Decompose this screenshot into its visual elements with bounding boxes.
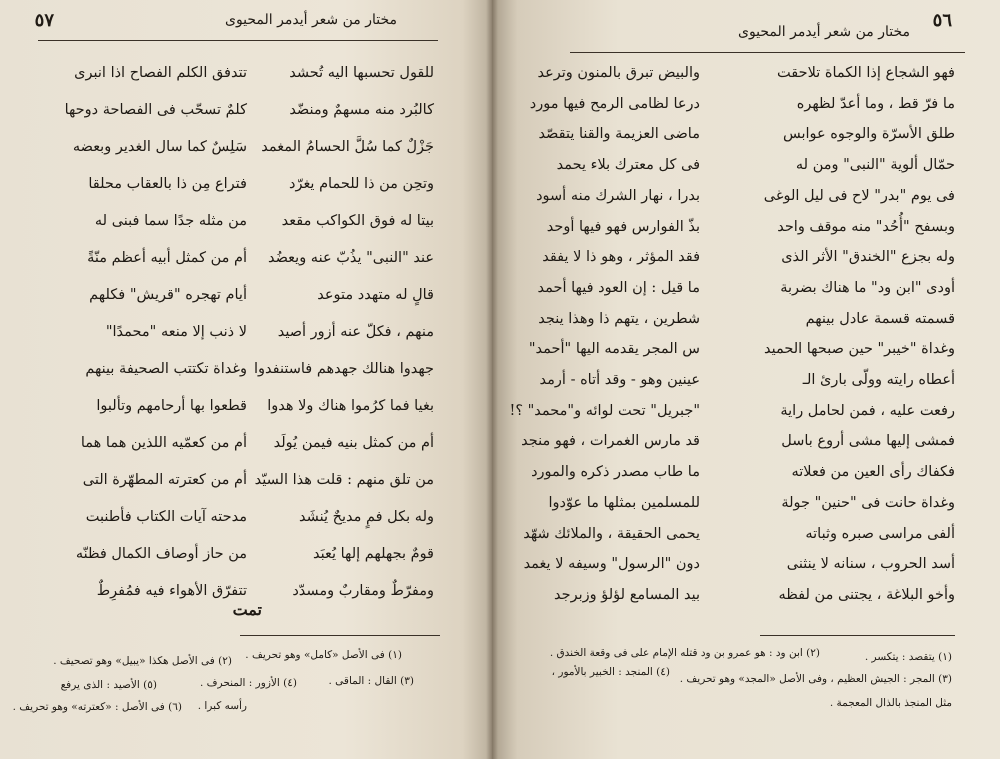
verse-row xyxy=(0,395,492,435)
verse-first-hemistich: طلق الأسرّة والوجوه عوابس xyxy=(783,126,955,143)
footnote: (٣) المجر : الجيش العظيم ، وفى الأصل «المجد» وهو تحريف . xyxy=(679,673,952,685)
verse-second-hemistich: فى كل معترك بلاء يحمد xyxy=(556,157,700,174)
verse-second-hemistich: شطرين ، يتهم ذا وهذا ينجد xyxy=(538,310,700,327)
verse-row xyxy=(492,584,1000,624)
verse-second-hemistich: قومٌ بجهلهم إلها يُعبَد xyxy=(312,546,434,562)
page-number: ٥٦ xyxy=(932,10,952,31)
verse-row xyxy=(0,173,492,213)
verse-first-hemistich: فكفاك رأى العين من فعلاته xyxy=(791,464,955,481)
footnote-rule xyxy=(240,635,440,636)
verse-second-hemistich: بيد المسامع لؤلؤ وزبرجد xyxy=(554,586,700,603)
verse-first-hemistich: فمشى إليها مشى أروع باسل xyxy=(781,433,955,450)
verse-first-hemistich: ما فرّ قط ، وما أعدّ لظهره xyxy=(796,95,955,112)
verse-second-hemistich: ماضى العزيمة والقنا يتقصّد xyxy=(538,126,700,143)
verse-second-hemistich: س المجر يقدمه اليها "أحمد" xyxy=(528,341,700,358)
verse-row xyxy=(0,432,492,472)
verse-list xyxy=(0,62,492,602)
verse-first-hemistich: وغداة حانت فى "حنين" جولة xyxy=(781,494,955,511)
verse-second-hemistich: ما طاب مصدر ذكره والمورد xyxy=(531,464,700,481)
verse-first-hemistich: تتفرّق الأهواء فيه فمُفرِطٌ xyxy=(96,583,247,599)
verse-first-hemistich: مدحته آيات الكتاب فأطنبت xyxy=(85,509,247,525)
verse-row xyxy=(0,62,492,102)
verse-list xyxy=(492,62,1000,622)
verse-first-hemistich: أم من كعمّيه اللذين هما هما xyxy=(80,435,247,451)
verse-row xyxy=(0,284,492,324)
verse-second-hemistich: كالبُرد منه مسهمٌ ومنضّد xyxy=(289,102,434,118)
verse-first-hemistich: أودى "ابن ود" ما هناك بضربة xyxy=(780,279,955,296)
verse-second-hemistich: بذّ الفوارس فهو فيها أوحد xyxy=(546,218,700,235)
footnote: (٢) فى الأصل هكذا «يبيل» وهو تصحيف . xyxy=(53,655,232,667)
verse-second-hemistich: منهم ، فكلّ عنه أزور أصيد xyxy=(277,324,434,340)
verse-second-hemistich: وتحِن من ذا للحمام يغرّد xyxy=(288,176,434,192)
verse-first-hemistich: وبسفح "أُحُد" منه موقف واحد xyxy=(777,218,955,235)
verse-first-hemistich: سَلِسٌ كما سال الغدير وبعضه xyxy=(72,139,247,155)
verse-second-hemistich: للمسلمين بمثلها ما عوّدوا xyxy=(548,494,700,511)
left-page xyxy=(0,0,492,759)
verse-first-hemistich: أم من كعترته المطهّرة التى xyxy=(82,472,247,488)
verse-row xyxy=(0,99,492,139)
verse-second-hemistich: بغيا فما كرُموا هناك ولا هدوا xyxy=(267,398,434,414)
verse-row xyxy=(0,358,492,398)
verse-first-hemistich: قطعوا بها أرحامهم وتألبوا xyxy=(96,398,247,414)
footnote: (١) يتقصد : يتكسر . xyxy=(864,651,952,663)
right-page xyxy=(492,0,1000,759)
verse-first-hemistich: تتدفق الكلم الفصاح اذا انبرى xyxy=(74,65,247,81)
footnote: (٣) القال : الماقى . xyxy=(328,675,414,687)
footnote: (١) فى الأصل «كامل» وهو تحريف . xyxy=(245,649,402,661)
verse-second-hemistich: ما قيل : إن العود فيها أحمد xyxy=(537,279,700,296)
verse-first-hemistich: أيام تهجره "قريش" فكلهم xyxy=(89,287,247,303)
verse-second-hemistich: من تلق منهم : قلت هذا السيّد xyxy=(254,472,434,488)
verse-row xyxy=(0,469,492,509)
verse-second-hemistich: بدرا ، نهار الشرك منه أسود xyxy=(536,187,700,204)
footnote: (٦) فى الأصل : «كعترته» وهو تحريف . xyxy=(12,701,182,713)
running-title: مختار من شعر أيدمر المحيوى xyxy=(224,12,397,28)
verse-first-hemistich: أم من كمثل أبيه أعظم منّةً xyxy=(87,250,247,266)
verse-second-hemistich: درعا لظامى الرمح فيها مورد xyxy=(529,95,700,112)
footnote: (٤) الأزور : المنحرف . xyxy=(199,677,297,689)
verse-first-hemistich: لا ذنب إلا منعه "محمدًا" xyxy=(105,324,247,340)
verse-first-hemistich: كلمٌ تسحّب فى الفصاحة دوحها xyxy=(64,102,247,118)
verse-second-hemistich: عند "النبى" يذُبّ عنه ويعضُد xyxy=(267,250,434,266)
verse-second-hemistich: دون "الرسول" وسيفه لا يغمد xyxy=(523,556,700,573)
verse-first-hemistich: فهو الشجاع إذا الكماة تلاحقت xyxy=(777,65,955,81)
verse-second-hemistich: والبيض تبرق بالمنون وترعد xyxy=(537,65,700,81)
book-spine-shadow xyxy=(486,0,498,759)
verse-second-hemistich: قالٍ له متهدد متوعد xyxy=(317,287,434,303)
footnote: (٥) الأصيد : الذى يرفع xyxy=(60,679,157,691)
verse-first-hemistich: فى يوم "بدر" لاح فى ليل الوغى xyxy=(763,187,955,204)
verse-second-hemistich: قد مارس الغمرات ، فهو منجد xyxy=(521,433,700,450)
header-rule xyxy=(38,40,438,41)
verse-first-hemistich: حمّال ألوية "النبى" ومن له xyxy=(795,157,955,174)
verse-first-hemistich: وغداة تكتتب الصحيفة بينهم xyxy=(85,361,247,377)
verse-first-hemistich: وغداة "خيبر" حين صبحها الحميد xyxy=(763,341,955,358)
footnote-rule xyxy=(760,635,955,636)
verse-first-hemistich: ألفى مراسى صبره وثباته xyxy=(805,525,955,542)
footnote: (٤) المنجد : الخبير بالأمور ، xyxy=(551,666,670,678)
verse-first-hemistich: فتراع مِن ذا بالعقاب محلقا xyxy=(88,176,247,192)
header-rule xyxy=(570,52,965,53)
verse-second-hemistich: وله بكل فمٍ مديحٌ يُنشَد xyxy=(299,509,434,525)
verse-second-hemistich: ومفرّطٌ ومقاربٌ ومسدّد xyxy=(292,583,434,599)
verse-second-hemistich: "جبريل" تحت لوائه و"محمد" ؟! xyxy=(509,402,700,419)
verse-row xyxy=(0,506,492,546)
verse-first-hemistich: وأخو البلاغة ، يجتنى من لفظه xyxy=(778,586,955,603)
verse-first-hemistich: رفعت عليه ، فمن لحامل راية xyxy=(780,402,955,419)
verse-first-hemistich: قسمته قسمة عادل بينهم xyxy=(805,310,955,327)
verse-second-hemistich: جهدوا هنالك جهدهم فاستنفدوا xyxy=(254,361,434,377)
verse-second-hemistich: يحمى الحقيقة ، والملائك شهّد xyxy=(523,525,700,542)
verse-first-hemistich: أعطاه رايته وولّى بارئ الـ xyxy=(802,372,955,388)
verse-first-hemistich: أسد الحروب ، سنانه لا ينثنى xyxy=(786,556,955,573)
verse-second-hemistich: للقول تحسبها اليه تُحشد xyxy=(289,65,434,81)
footnote: (٢) ابن ود : هو عمرو بن ود قتله الإمام على فى وقعة الخندق . xyxy=(549,647,820,659)
footnote: رأسه كبرا . xyxy=(197,700,247,712)
verse-row xyxy=(0,247,492,287)
verse-second-hemistich: جَزْلٌ كما سُلَّ الحسامُ المغمد xyxy=(261,139,434,155)
verse-first-hemistich: من مثله جدًا سما فبنى له xyxy=(94,213,247,229)
closing-word: تمت xyxy=(232,600,262,619)
verse-row xyxy=(0,210,492,250)
verse-first-hemistich: من حاز أوصاف الكمال فظنّه xyxy=(75,546,247,562)
page-number: ٥٧ xyxy=(34,10,54,31)
verse-second-hemistich: عينين وهو - وقد أتاه - أرمد xyxy=(539,372,700,388)
verse-row xyxy=(0,543,492,583)
verse-row xyxy=(0,321,492,361)
verse-second-hemistich: أم من كمثل بنيه فيمن يُولَد xyxy=(273,435,434,451)
running-title: مختار من شعر أيدمر المحيوى xyxy=(737,24,910,40)
verse-row xyxy=(0,136,492,176)
footnote: مثل المنجذ بالذال المعجمة . xyxy=(829,697,952,709)
verse-second-hemistich: فقد المؤثر ، وهو ذا لا يفقد xyxy=(542,249,700,266)
verse-second-hemistich: بيتا له فوق الكواكب مقعد xyxy=(281,213,434,229)
verse-first-hemistich: وله بجزع "الخندق" الأثر الذى xyxy=(781,249,955,266)
